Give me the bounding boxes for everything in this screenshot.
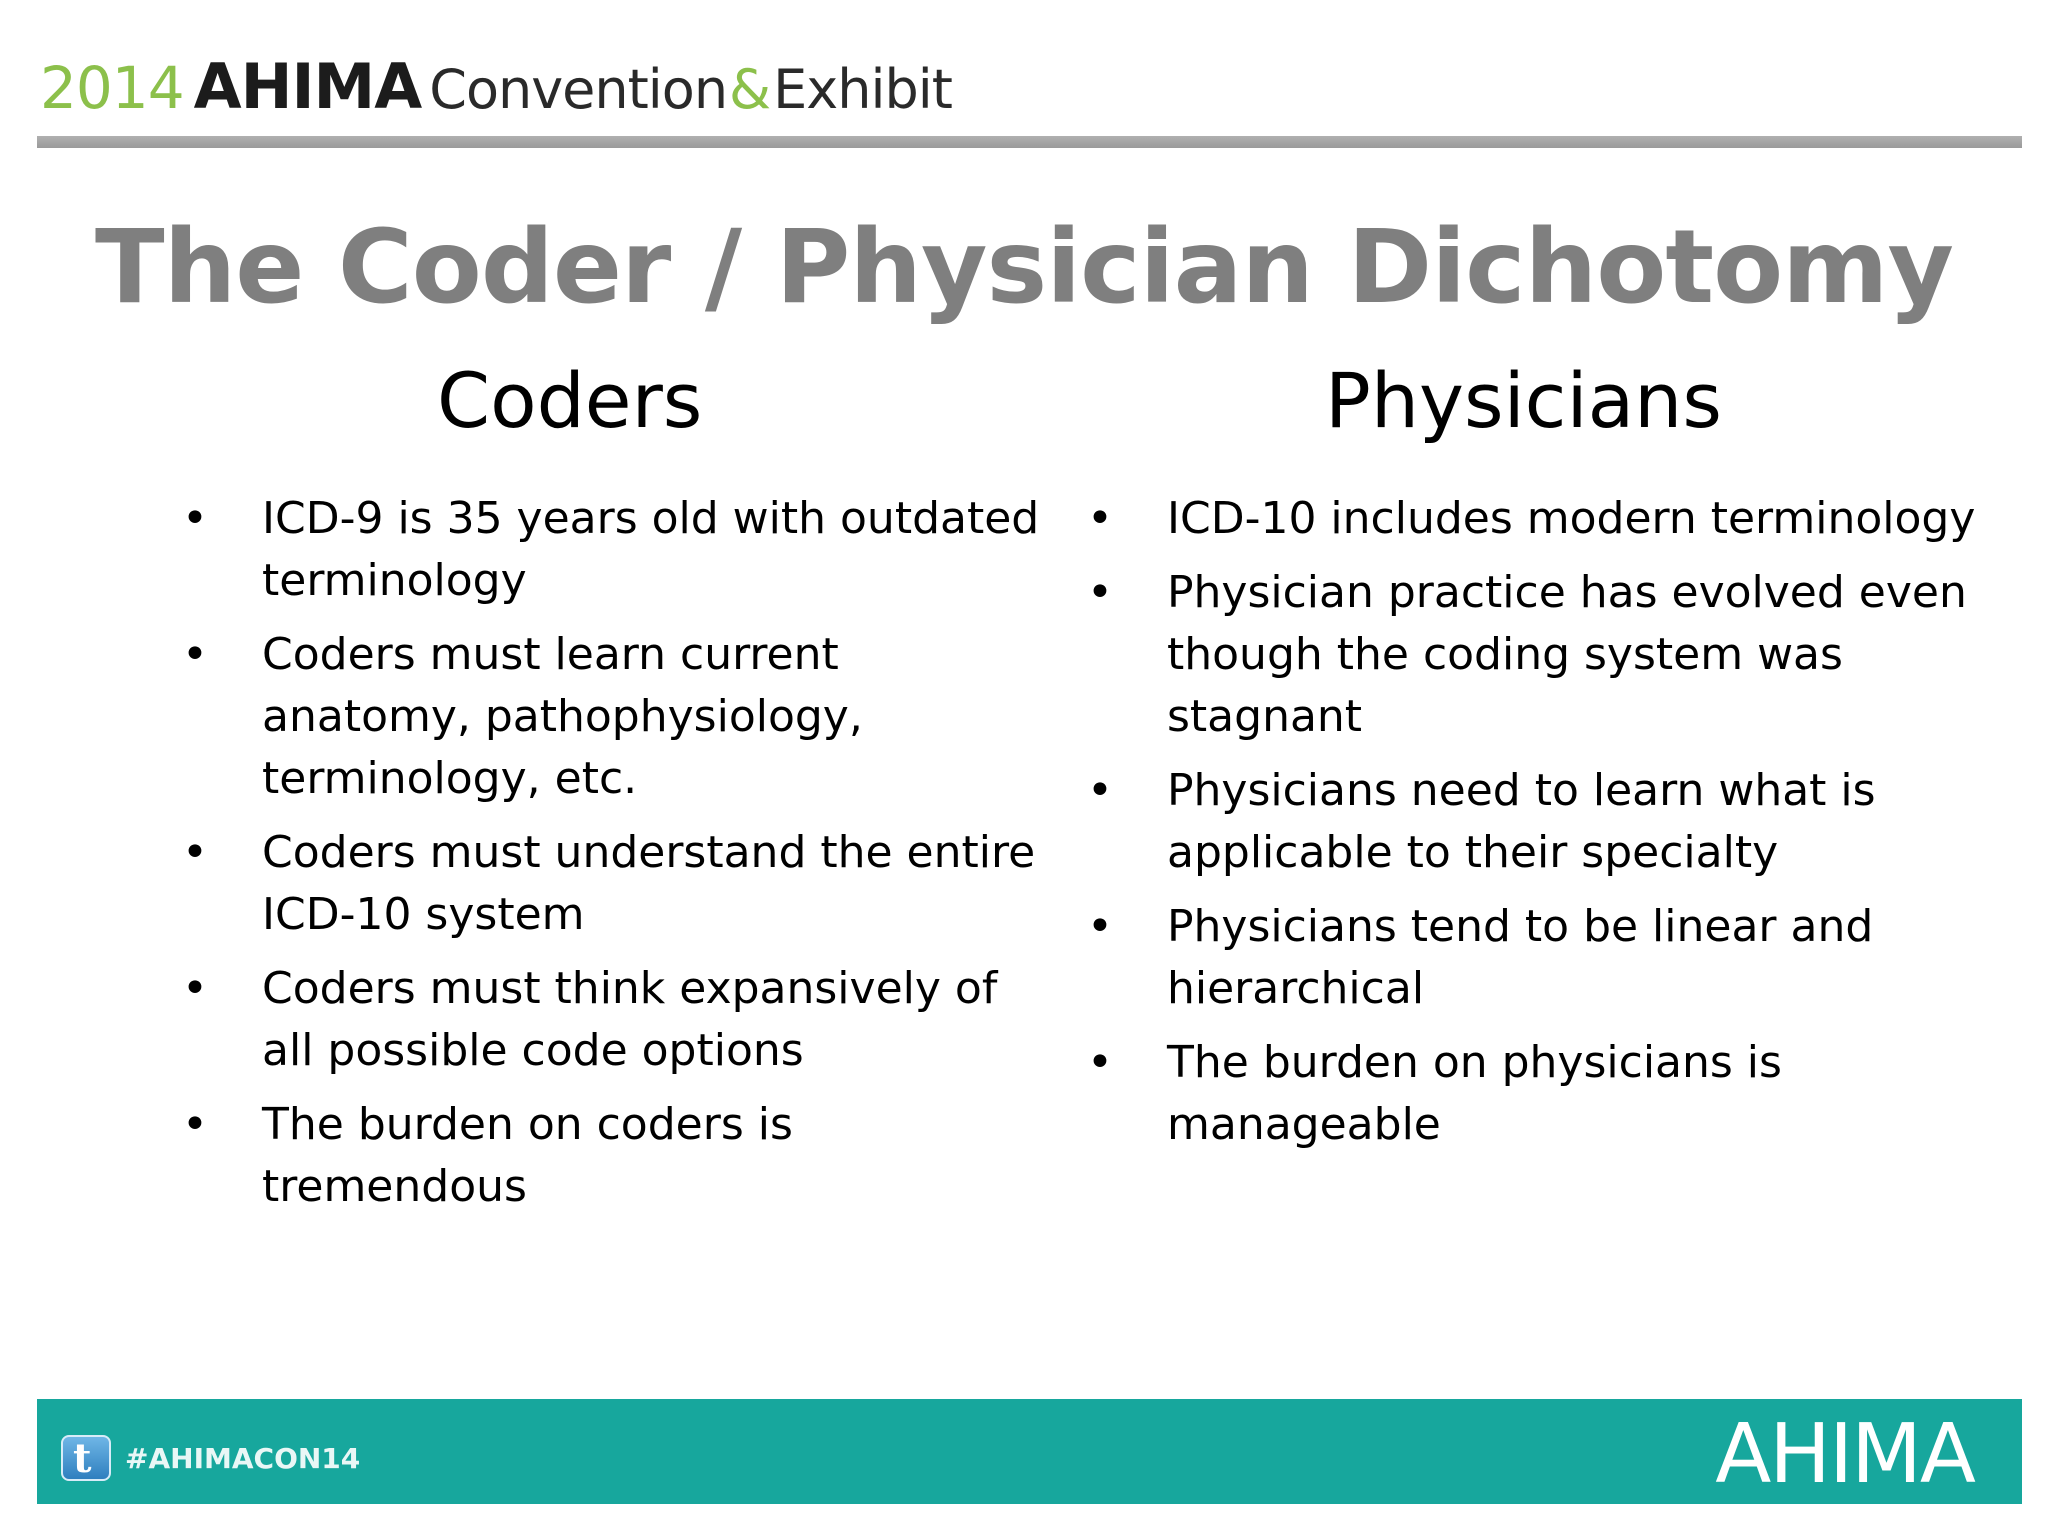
- logo-ampersand: &: [729, 58, 772, 121]
- physicians-bullet-item: • The burden on physicians is manageable: [1085, 1032, 2035, 1156]
- coders-bullet-item: • The burden on coders is tremendous: [180, 1094, 1060, 1218]
- footer-bar: [37, 1399, 2022, 1504]
- header-divider: [37, 136, 2022, 148]
- slide-title: The Coder / Physician Dichotomy: [95, 208, 1953, 327]
- coders-bullet-item: • ICD-9 is 35 years old with outdated terminology: [180, 488, 1060, 612]
- coders-bullet-item: • Coders must understand the entire ICD-10 system: [180, 822, 1060, 946]
- logo-brand: AHIMA: [193, 50, 422, 123]
- physicians-bullet-item: • Physicians tend to be linear and hierarchical: [1085, 896, 2035, 1020]
- logo-year: 2014: [40, 54, 184, 122]
- coders-bullet-item: • Coders must think expansively of all possible code options: [180, 958, 1060, 1082]
- ahima-logo: AHIMA: [1715, 1407, 1974, 1502]
- twitter-icon: [61, 1435, 111, 1481]
- convention-logo: [40, 50, 952, 123]
- physicians-bullet-item: • ICD-10 includes modern terminology: [1085, 488, 2035, 550]
- coders-bullet-item: • Coders must learn current anatomy, pathophysiology, terminology, etc.: [180, 624, 1060, 810]
- physicians-bullet-item: • Physicians need to learn what is applicable to their specialty: [1085, 760, 2035, 884]
- hashtag-text: #AHIMACON14: [125, 1442, 361, 1475]
- physicians-bullet-item: • Physician practice has evolved even though the coding system was stagnant: [1085, 562, 2035, 748]
- physicians-bullet-list: [1085, 488, 2035, 1168]
- twitter-glyph: t: [73, 1435, 92, 1482]
- coders-bullet-list: [180, 488, 1060, 1230]
- logo-exhibit: Exhibit: [773, 58, 952, 121]
- logo-convention: Convention: [429, 58, 728, 121]
- physicians-heading: Physicians: [1325, 356, 1722, 445]
- coders-heading: Coders: [437, 356, 703, 445]
